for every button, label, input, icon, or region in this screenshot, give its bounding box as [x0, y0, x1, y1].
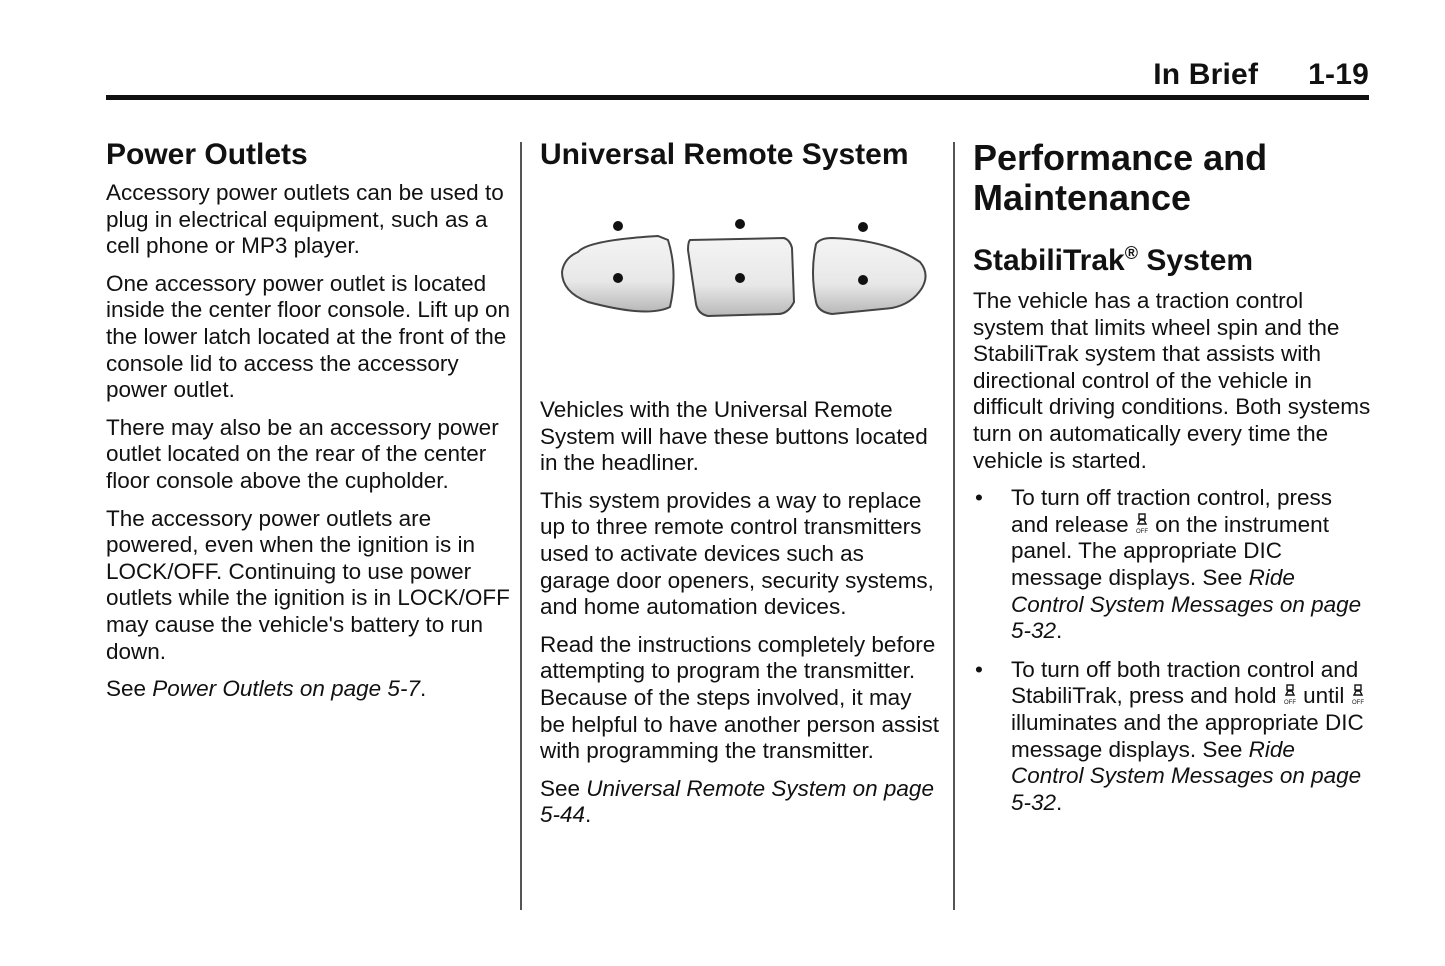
paragraph: There may also be an accessory power outlet located on the rear of the center floor console above the cupholder.	[106, 414, 499, 493]
section-title: In Brief	[1153, 58, 1259, 91]
svg-text:OFF: OFF	[1135, 528, 1148, 535]
heading-performance-maintenance: Performance and Maintenance	[973, 137, 1268, 218]
page-number: 1-19	[1308, 58, 1369, 91]
header-rule	[106, 95, 1369, 100]
bullet-icon: •	[975, 656, 983, 682]
cross-reference-link[interactable]: Power Outlets on page 5-7	[152, 676, 420, 702]
see-reference: See Power Outlets on page 5-7.	[106, 676, 427, 702]
see-reference: See Universal Remote System on page 5-44.	[540, 775, 934, 828]
svg-text:OFF: OFF	[1283, 700, 1296, 707]
column-performance	[973, 138, 1373, 828]
column-universal-remote	[540, 138, 940, 840]
page-header	[106, 58, 1369, 98]
paragraph: Accessory power outlets can be used to plug in electrical equipment, such as a cell phone or MP3 player.	[106, 180, 504, 259]
heading-universal-remote: Universal Remote System	[540, 138, 909, 171]
column-divider	[953, 142, 955, 910]
list-item: • To turn off traction control, press and release OFF on the instrument panel. The appropriate DIC message displays. See Ride Control System Messages on page 5-32.	[975, 485, 1362, 644]
cross-reference-link[interactable]: Ride Control System Messages on page 5-32	[1011, 564, 1362, 644]
instruction-list	[973, 485, 1373, 816]
paragraph: Vehicles with the Universal Remote System will have these buttons located in the headliner.	[540, 397, 928, 476]
paragraph: The vehicle has a traction control system that limits wheel spin and the StabiliTrak system that assists with directional control of the vehicle in difficult driving conditions. Both systems turn on automatically every time the vehicle is started.	[973, 288, 1371, 473]
list-item: • To turn off both traction control and StabiliTrak, press and hold OFF until OFF illuminates and the appropriate DIC message displays. See Ride Control System Messages on page 5-32.	[975, 656, 1364, 815]
traction-control-off-icon	[1283, 684, 1297, 706]
heading-power-outlets: Power Outlets	[106, 138, 308, 171]
column-power-outlets	[106, 138, 511, 714]
column-divider	[520, 142, 522, 910]
remote-buttons-icon	[548, 192, 938, 367]
cross-reference-link[interactable]: Ride Control System Messages on page 5-32	[1011, 736, 1362, 815]
paragraph: Read the instructions completely before attempting to program the transmitter. Because of the steps involved, it may be helpful to have another person assist with programming the transmitter.	[540, 631, 940, 764]
bullet-icon: •	[975, 485, 983, 511]
cross-reference-link[interactable]: Universal Remote System on page 5-44	[540, 775, 934, 828]
traction-control-off-icon	[1135, 513, 1149, 535]
heading-stabilitrak: StabiliTrak® System	[973, 243, 1254, 277]
traction-control-off-icon	[1351, 684, 1365, 706]
svg-text:OFF: OFF	[1351, 700, 1364, 707]
header-text	[1153, 58, 1369, 92]
remote-buttons-illustration	[548, 192, 938, 367]
paragraph: This system provides a way to replace up to three remote control transmitters used to activate devices such as garage door openers, security systems, and home automation devices.	[540, 487, 934, 620]
paragraph: One accessory power outlet is located inside the center floor console. Lift up on the lower latch located at the front of the console lid to access the accessory power outlet.	[106, 270, 511, 403]
paragraph: The accessory power outlets are powered, even when the ignition is in LOCK/OFF. Continuing to use power outlets while the ignition is in LOCK/OFF may cause the vehicle's battery to run down.	[106, 505, 510, 664]
